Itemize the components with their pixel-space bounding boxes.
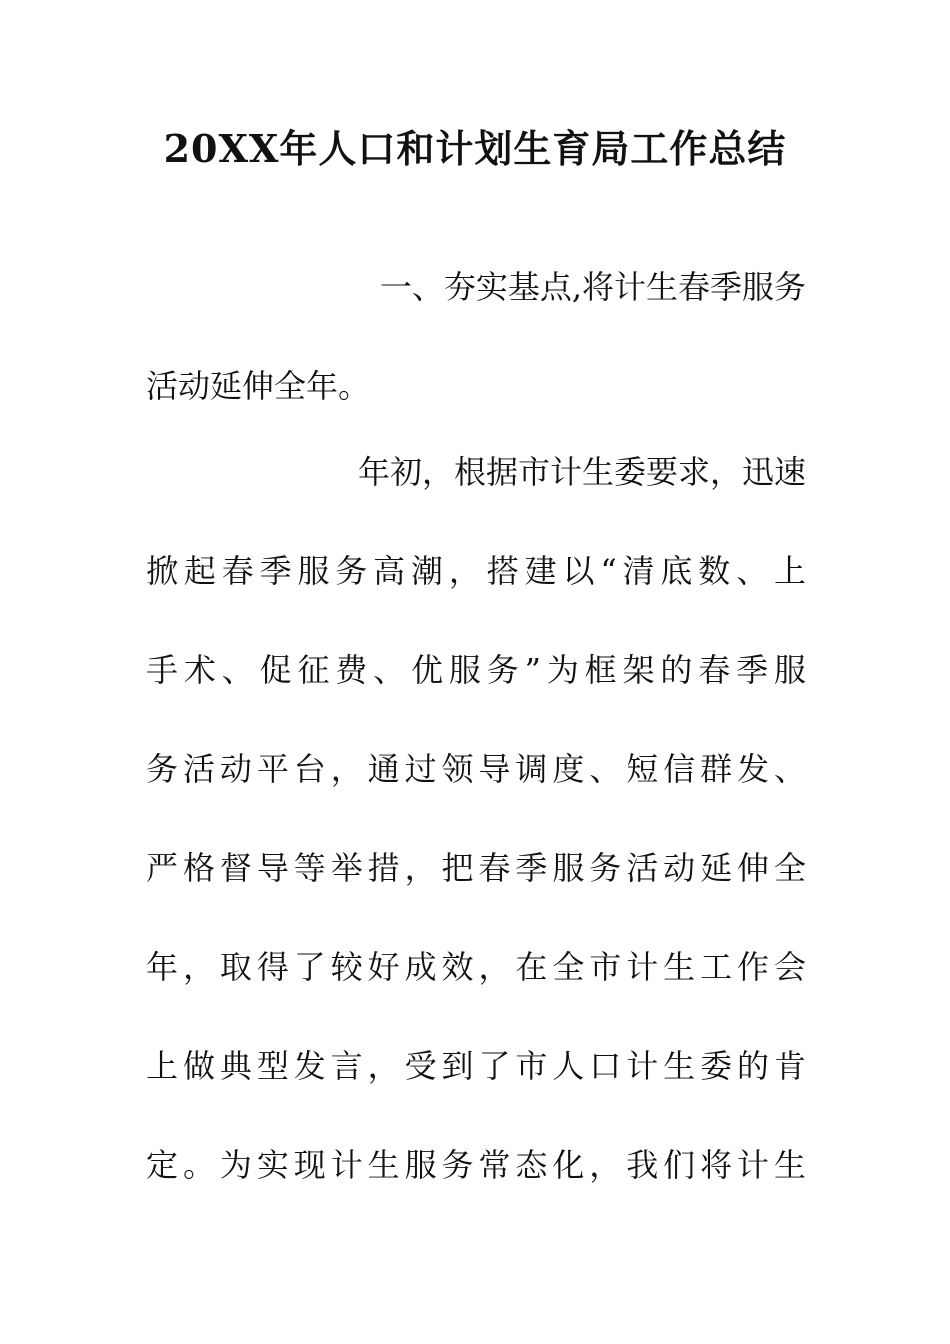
section-heading-line-1: 一、夯实基点,将计生春季服务: [379, 268, 806, 306]
body-line-1: 年初，根据市计生委要求，迅速: [357, 453, 806, 491]
body-line-4: 务活动平台，通过领导调度、短信群发、: [146, 750, 806, 788]
body-line-2: 掀起春季服务高潮，搭建以“清底数、上: [146, 552, 806, 590]
body-line-6: 年，取得了较好成效，在全市计生工作会: [146, 948, 806, 986]
body-line-7: 上做典型发言，受到了市人口计生委的肯: [146, 1047, 806, 1085]
section-heading-line-2: 活动延伸全年。: [146, 367, 371, 405]
body-line-8: 定。为实现计生服务常态化，我们将计生: [146, 1146, 806, 1184]
body-line-3: 手术、促征费、优服务”为框架的春季服: [146, 651, 806, 689]
body-line-5: 严格督导等举措，把春季服务活动延伸全: [146, 849, 806, 887]
document-title: 20XX年人口和计划生育局工作总结: [163, 126, 787, 171]
